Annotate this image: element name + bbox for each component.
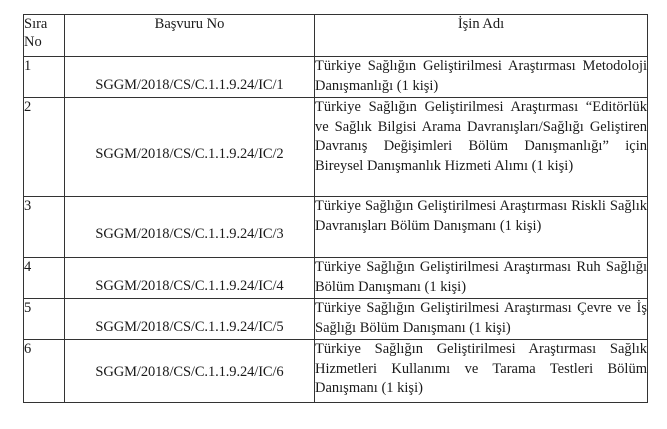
job-name: Türkiye Sağlığın Geliştirilmesi Araştırması Ruh Sağlığı Bölüm Danışmanı (1 kişi): [315, 258, 648, 299]
application-number: SGGM/2018/CS/C.1.1.9.24/IC/5: [95, 319, 284, 336]
application-number-cell: [65, 258, 315, 299]
row-number: 4: [24, 258, 65, 299]
table-row: [24, 197, 648, 258]
job-name: Türkiye Sağlığın Geliştirilmesi Araştırması Metodoloji Danışmanlığı (1 kişi): [315, 57, 648, 98]
job-name: Türkiye Sağlığın Geliştirilmesi Araştırması Riskli Sağlık Davranışları Bölüm Danışmanı (1 kişi): [315, 197, 648, 258]
application-number: SGGM/2018/CS/C.1.1.9.24/IC/3: [95, 226, 284, 243]
application-number: SGGM/2018/CS/C.1.1.9.24/IC/2: [95, 146, 284, 163]
row-number: 1: [24, 57, 65, 98]
table-row: [24, 57, 648, 98]
application-number-cell: [65, 98, 315, 197]
application-number-cell: [65, 57, 315, 98]
table-row: [24, 258, 648, 299]
row-number: 6: [24, 340, 65, 403]
application-number: SGGM/2018/CS/C.1.1.9.24/IC/1: [95, 77, 284, 94]
application-number: SGGM/2018/CS/C.1.1.9.24/IC/4: [95, 278, 284, 295]
table-header-row: [24, 15, 648, 57]
job-name: Türkiye Sağlığın Geliştirilmesi Araştırması Çevre ve İş Sağlığı Bölüm Danışmanı (1 kişi): [315, 299, 648, 340]
applications-table: [23, 14, 648, 403]
header-basvuru-no: Başvuru No: [65, 15, 315, 57]
table-row: [24, 98, 648, 197]
application-number-cell: [65, 299, 315, 340]
row-number: 5: [24, 299, 65, 340]
table-row: [24, 340, 648, 403]
application-number: SGGM/2018/CS/C.1.1.9.24/IC/6: [95, 364, 284, 381]
header-isin-adi: İşin Adı: [315, 15, 648, 57]
job-name: Türkiye Sağlığın Geliştirilmesi Araştırması “Editörlük ve Sağlık Bilgisi Arama Davranışları/Sağlığı Geliştiren Davranış Değişimleri Bölüm Danışmanlığı” için Bireysel Danışmanlık Hizmeti Alımı (1 kişi): [315, 98, 648, 197]
application-number-cell: [65, 340, 315, 403]
table-row: [24, 299, 648, 340]
header-sira-no: Sıra No: [24, 15, 65, 57]
application-number-cell: [65, 197, 315, 258]
row-number: 2: [24, 98, 65, 197]
job-name: Türkiye Sağlığın Geliştirilmesi Araştırması Sağlık Hizmetleri Kullanımı ve Tarama Testleri Bölüm Danışmanı (1 kişi): [315, 340, 648, 403]
row-number: 3: [24, 197, 65, 258]
